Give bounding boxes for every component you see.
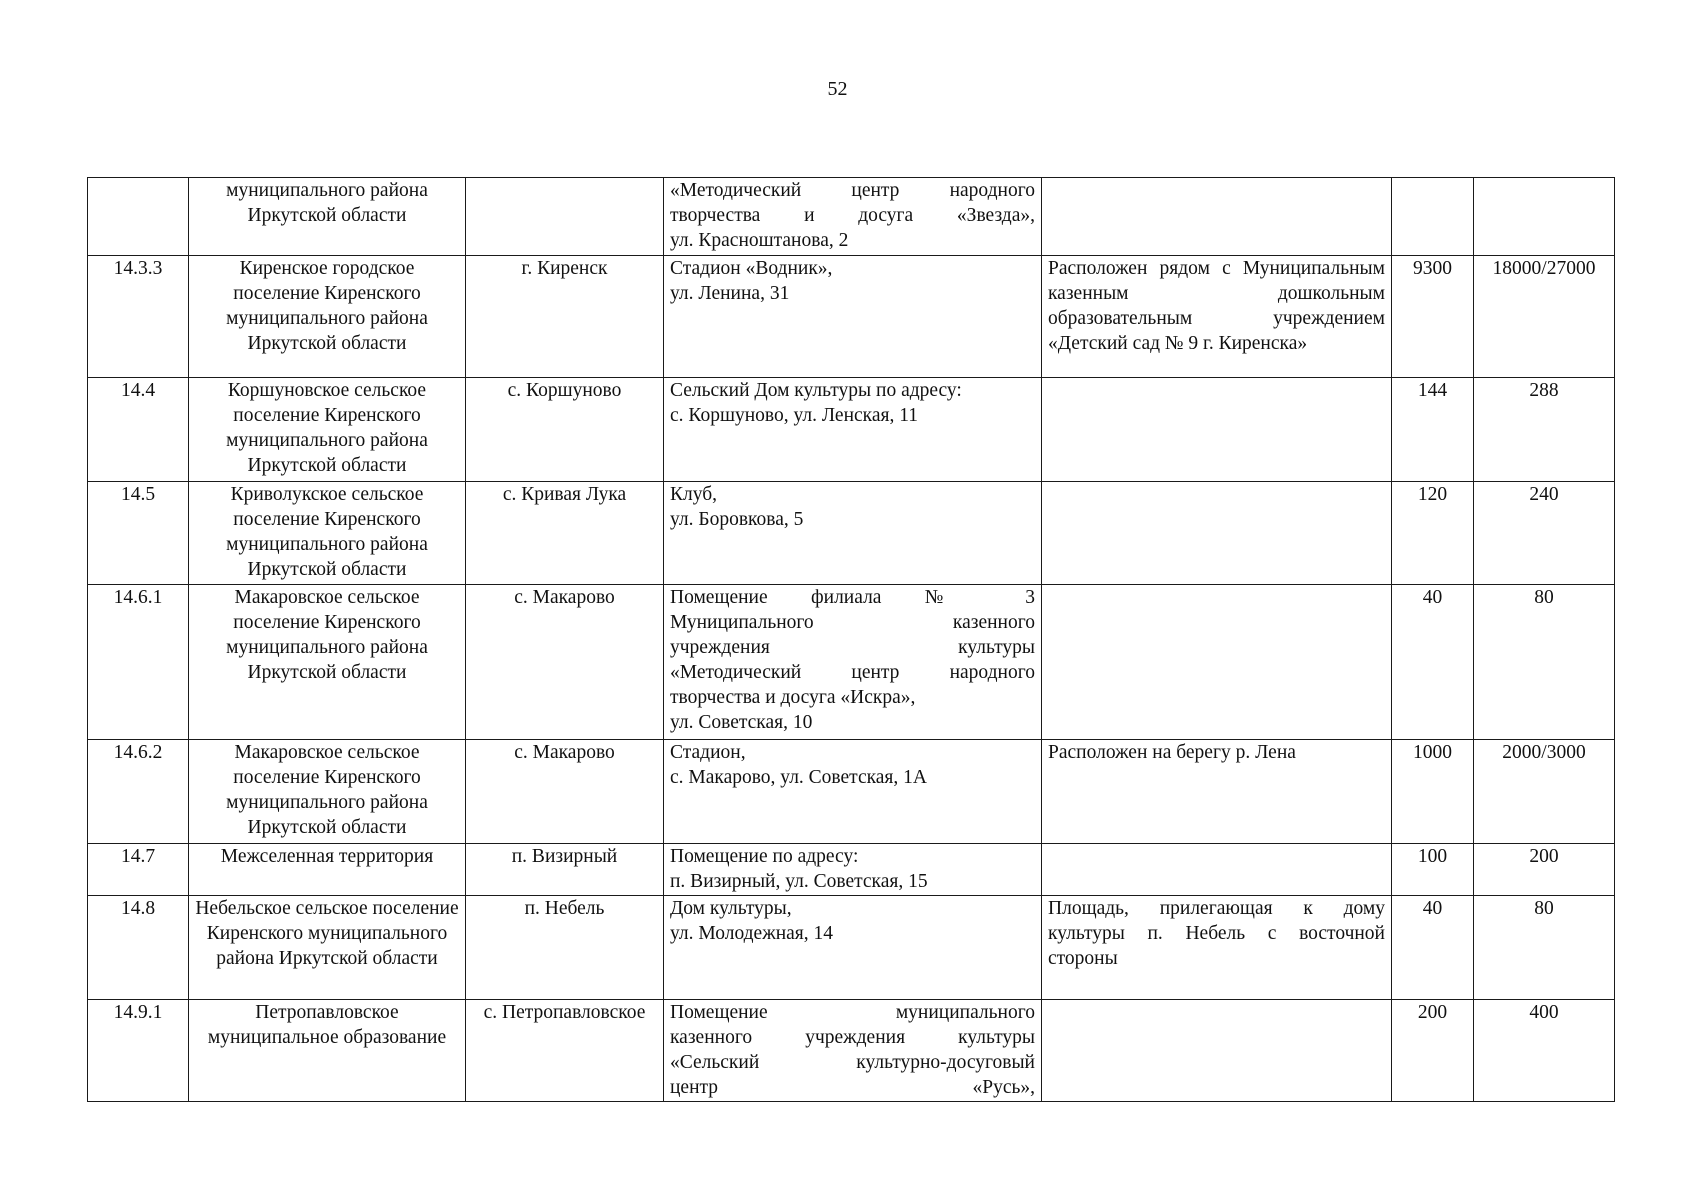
row-number-cell: 14.3.3 <box>88 256 189 378</box>
table-row <box>88 896 1615 1000</box>
note-cell <box>1042 482 1392 585</box>
row-number-cell: 14.7 <box>88 844 189 896</box>
capacity-cell: 240 <box>1474 482 1615 585</box>
area-cell: 9300 <box>1392 256 1474 378</box>
object-line: учреждения культуры <box>670 637 1035 658</box>
row-number-cell: 14.4 <box>88 378 189 482</box>
object-line: Стадион «Водник», <box>670 258 833 279</box>
object-cell <box>664 585 1042 740</box>
note-cell: Расположен рядом с Муниципальным казенным дошкольным образовательным учреждением «Детский сад № 9 г. Киренска» <box>1042 256 1392 378</box>
table-row <box>88 740 1615 844</box>
object-cell <box>664 178 1042 256</box>
object-line: ул. Красноштанова, 2 <box>670 230 849 251</box>
object-line: Помещение по адресу: <box>670 846 859 867</box>
object-line: «Методический центр народного <box>670 662 1035 683</box>
municipality-cell: Макаровское сельское поселение Киренского муниципального района Иркутской области <box>189 740 466 844</box>
note-cell: Расположен на берегу р. Лена <box>1042 740 1392 844</box>
object-line: Стадион, <box>670 742 746 763</box>
object-line: Помещение муниципального <box>670 1002 1035 1023</box>
object-line: творчества и досуга «Искра», <box>670 687 916 708</box>
object-line: с. Коршуново, ул. Ленская, 11 <box>670 405 919 426</box>
municipality-cell: Киренское городское поселение Киренского муниципального района Иркутской области <box>189 256 466 378</box>
table-row <box>88 482 1615 585</box>
object-cell <box>664 378 1042 482</box>
table-row <box>88 1000 1615 1102</box>
capacity-cell: 18000/27000 <box>1474 256 1615 378</box>
table-row <box>88 585 1615 740</box>
settlement-cell: п. Визирный <box>466 844 664 896</box>
settlement-cell: с. Кривая Лука <box>466 482 664 585</box>
settlement-cell: с. Макарово <box>466 740 664 844</box>
object-line: «Сельский культурно-досуговый <box>670 1052 1035 1073</box>
area-cell: 40 <box>1392 896 1474 1000</box>
object-line: с. Макарово, ул. Советская, 1А <box>670 767 927 788</box>
object-line: Дом культуры, <box>670 898 792 919</box>
capacity-cell: 80 <box>1474 585 1615 740</box>
object-line: казенного учреждения культуры <box>670 1027 1035 1048</box>
capacity-cell: 80 <box>1474 896 1615 1000</box>
settlement-cell: г. Киренск <box>466 256 664 378</box>
area-cell: 100 <box>1392 844 1474 896</box>
settlement-cell: с. Макарово <box>466 585 664 740</box>
shelters-table <box>87 177 1615 1102</box>
object-line: Помещение филиала № 3 <box>670 587 1035 608</box>
object-cell <box>664 256 1042 378</box>
note-cell <box>1042 844 1392 896</box>
settlement-cell: с. Коршуново <box>466 378 664 482</box>
row-number-cell: 14.9.1 <box>88 1000 189 1102</box>
capacity-cell: 288 <box>1474 378 1615 482</box>
object-line: Муниципального казенного <box>670 612 1035 633</box>
area-cell: 120 <box>1392 482 1474 585</box>
municipality-cell: Коршуновское сельское поселение Киренского муниципального района Иркутской области <box>189 378 466 482</box>
object-line: ул. Ленина, 31 <box>670 283 790 304</box>
municipality-cell: Небельское сельское поселение Киренского муниципального района Иркутской области <box>189 896 466 1000</box>
municipality-cell: Петропавловское муниципальное образование <box>189 1000 466 1102</box>
object-line: центр «Русь», <box>670 1077 1035 1098</box>
settlement-cell: с. Петропавловское <box>466 1000 664 1102</box>
municipality-cell: Криволукское сельское поселение Киренского муниципального района Иркутской области <box>189 482 466 585</box>
settlement-cell <box>466 178 664 256</box>
object-line: творчества и досуга «Звезда», <box>670 205 1035 226</box>
municipality-cell: Межселенная территория <box>189 844 466 896</box>
table-row <box>88 844 1615 896</box>
table-row <box>88 256 1615 378</box>
object-cell <box>664 482 1042 585</box>
object-cell <box>664 844 1042 896</box>
area-cell: 1000 <box>1392 740 1474 844</box>
municipality-cell: муниципального района Иркутской области <box>189 178 466 256</box>
row-number-cell: 14.6.2 <box>88 740 189 844</box>
object-line: ул. Советская, 10 <box>670 712 813 733</box>
row-number-cell: 14.5 <box>88 482 189 585</box>
object-line: ул. Боровкова, 5 <box>670 509 804 530</box>
object-line: Сельский Дом культуры по адресу: <box>670 380 962 401</box>
object-cell <box>664 896 1042 1000</box>
area-cell <box>1392 178 1474 256</box>
capacity-cell: 400 <box>1474 1000 1615 1102</box>
capacity-cell <box>1474 178 1615 256</box>
object-line: ул. Молодежная, 14 <box>670 923 833 944</box>
object-line: Клуб, <box>670 484 718 505</box>
table-row <box>88 178 1615 256</box>
area-cell: 200 <box>1392 1000 1474 1102</box>
object-line: «Методический центр народного <box>670 180 1035 201</box>
row-number-cell: 14.8 <box>88 896 189 1000</box>
row-number-cell <box>88 178 189 256</box>
capacity-cell: 200 <box>1474 844 1615 896</box>
table-row <box>88 378 1615 482</box>
area-cell: 40 <box>1392 585 1474 740</box>
object-line: п. Визирный, ул. Советская, 15 <box>670 871 928 892</box>
note-cell <box>1042 378 1392 482</box>
row-number-cell: 14.6.1 <box>88 585 189 740</box>
capacity-cell: 2000/3000 <box>1474 740 1615 844</box>
municipality-cell: Макаровское сельское поселение Киренского муниципального района Иркутской области <box>189 585 466 740</box>
note-cell <box>1042 178 1392 256</box>
object-cell <box>664 740 1042 844</box>
note-cell <box>1042 1000 1392 1102</box>
page-number: 52 <box>827 78 848 100</box>
note-cell: Площадь, прилегающая к дому культуры п. Небель с восточной стороны <box>1042 896 1392 1000</box>
note-cell <box>1042 585 1392 740</box>
area-cell: 144 <box>1392 378 1474 482</box>
settlement-cell: п. Небель <box>466 896 664 1000</box>
object-cell <box>664 1000 1042 1102</box>
